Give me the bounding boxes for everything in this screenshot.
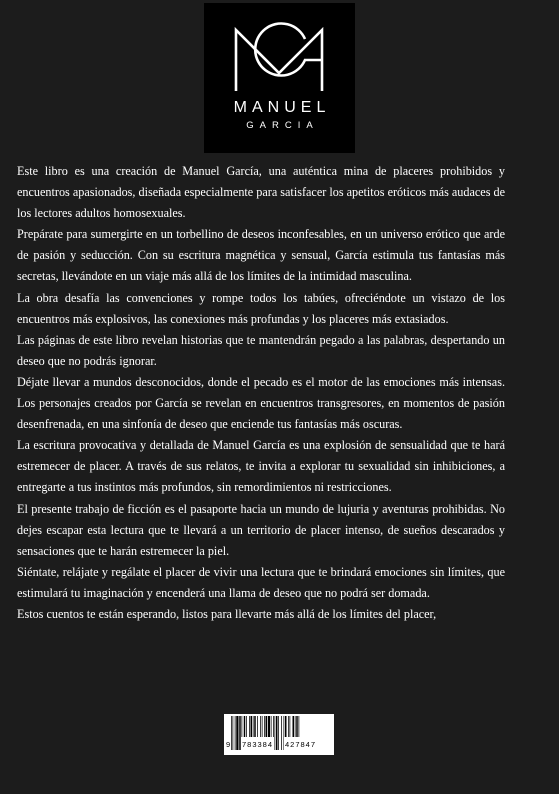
paragraph: Las páginas de este libro revelan historias que te mantendrán pegado a las palabras, despertando un deseo que no podrás ignorar. — [17, 332, 505, 368]
author-logo — [204, 3, 355, 153]
barcode-lead-digit: 9 — [226, 737, 230, 752]
paragraph: Prepárate para sumergirte en un torbellino de deseos inconfesables, en un universo erótico que arde de pasión y seducción. Con su escritura magnética y sensual, García estimula tus fantasías más secretas, llevándote en un viaje más allá de los límites de la intimidad masculina. — [17, 227, 505, 284]
mg-monogram-icon — [204, 3, 355, 103]
paragraph: Este libro es una creación de Manuel García, una auténtica mina de placeres prohibidos y encuentros apasionados, diseñada especialmente para satisfacer los apetitos eróticos más audaces de los lectores adultos homosexuales. — [17, 164, 505, 221]
logo-surname: GARCIA — [246, 120, 319, 131]
paragraph: La obra desafía las convenciones y rompe todos los tabúes, ofreciéndote un vistazo de los encuentros más explosivos, las conexiones más profundas y los placeres más extasiados. — [17, 290, 505, 326]
barcode-digits-left: 783384 — [241, 737, 274, 752]
paragraph: Estos cuentos te están esperando, listos para llevarte más allá de los límites del placer, — [17, 606, 437, 621]
paragraph: Déjate llevar a mundos desconocidos, donde el pecado es el motor de las emociones más intensas. Los personajes creados por García se revelan en encuentros transgresores, en momentos de pasión desenfrenada, en una sinfonía de deseo que enciende tus fantasías más oscuras. — [17, 374, 505, 432]
barcode-digits-right: 427847 — [284, 737, 317, 752]
isbn-barcode — [224, 714, 334, 755]
paragraph: Siéntate, relájate y regálate el placer de vivir una lectura que te brindará emociones sin límites, que estimulará tu imaginación y encenderá una llama de deseo que no podrá ser domada. — [17, 564, 505, 600]
paragraph: La escritura provocativa y detallada de Manuel García es una explosión de sensualidad que te hará estremecer de placer. A través de sus relatos, te invita a explorar tu sexualidad sin inhibiciones, a entregarte a tus instintos más profundos, sin remordimientos ni restricciones. — [17, 438, 505, 495]
logo-name: MANUEL — [233, 99, 331, 116]
back-cover-text — [17, 161, 505, 625]
paragraph: El presente trabajo de ficción es el pasaporte hacia un mundo de lujuria y aventuras prohibidas. No dejes escapar esta lectura que te llevará a un territorio de placer intenso, de sueños descarados y sensaciones que te harán estremecer la piel. — [17, 501, 505, 558]
